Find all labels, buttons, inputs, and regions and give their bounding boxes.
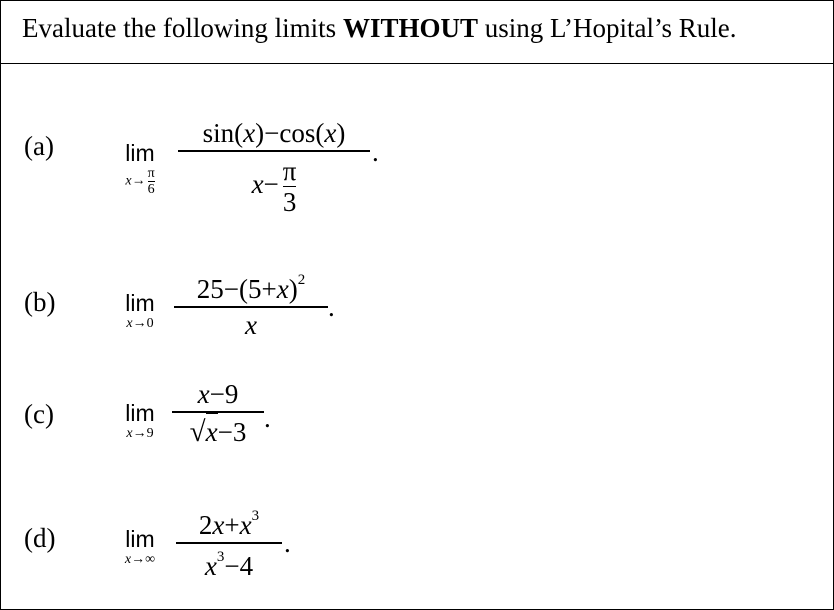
heading-text-start: Evaluate the following limits [22,13,343,43]
numerator: x−9 [197,379,239,409]
fraction [174,267,328,342]
exponent: 3 [251,508,260,524]
period: . [264,403,271,433]
limit-operator [118,526,162,568]
limit-operator [118,290,162,332]
period: . [372,137,379,167]
square-root: √x [190,413,218,449]
exponent: 3 [216,548,225,565]
problem-label: (a) [24,131,54,161]
denominator: x− $\frac{\pi}{3}$ [251,155,297,217]
lim-word: lim [125,400,155,426]
numerator: $25-(5+x)^2$ [196,272,306,304]
lim-word: lim [125,290,155,316]
fraction [176,503,282,583]
fraction-bar [178,150,370,152]
limit-operator [118,400,162,442]
numerator: $2x+x^3$ [198,508,260,540]
lim-word: lim [125,526,155,552]
inner-fraction: $\frac{\pi}{3}$ [282,155,297,217]
heading-emphasis: WITHOUT [342,13,478,43]
period: . [328,292,335,322]
denominator: $x^3-4$ [204,548,254,581]
limit-operator [118,140,162,197]
heading-text-end: using L’Hopital’s Rule. [477,13,737,43]
problem-label: (b) [24,287,56,317]
fraction [172,377,264,449]
instructions-heading [22,10,737,46]
numerator: sin(x)−cos(x) [202,118,346,148]
exponent: 2 [297,272,306,288]
denominator: √x−3 [172,413,264,449]
limit-subscript: x→9 [126,426,154,441]
denominator: x [245,309,257,340]
limit-subscript: x→ $\frac{\pi}{6}$ [125,166,155,197]
limit-target-fraction: $\frac{\pi}{6}$ [147,166,155,197]
heading-divider [0,63,834,64]
period: . [284,528,291,558]
limit-subscript: x→∞ [124,552,156,567]
problem-label: (c) [24,399,54,429]
lim-word: lim [125,140,155,166]
problem-label: (d) [24,523,56,553]
limit-subscript: x→0 [126,316,154,331]
fraction [178,116,370,217]
